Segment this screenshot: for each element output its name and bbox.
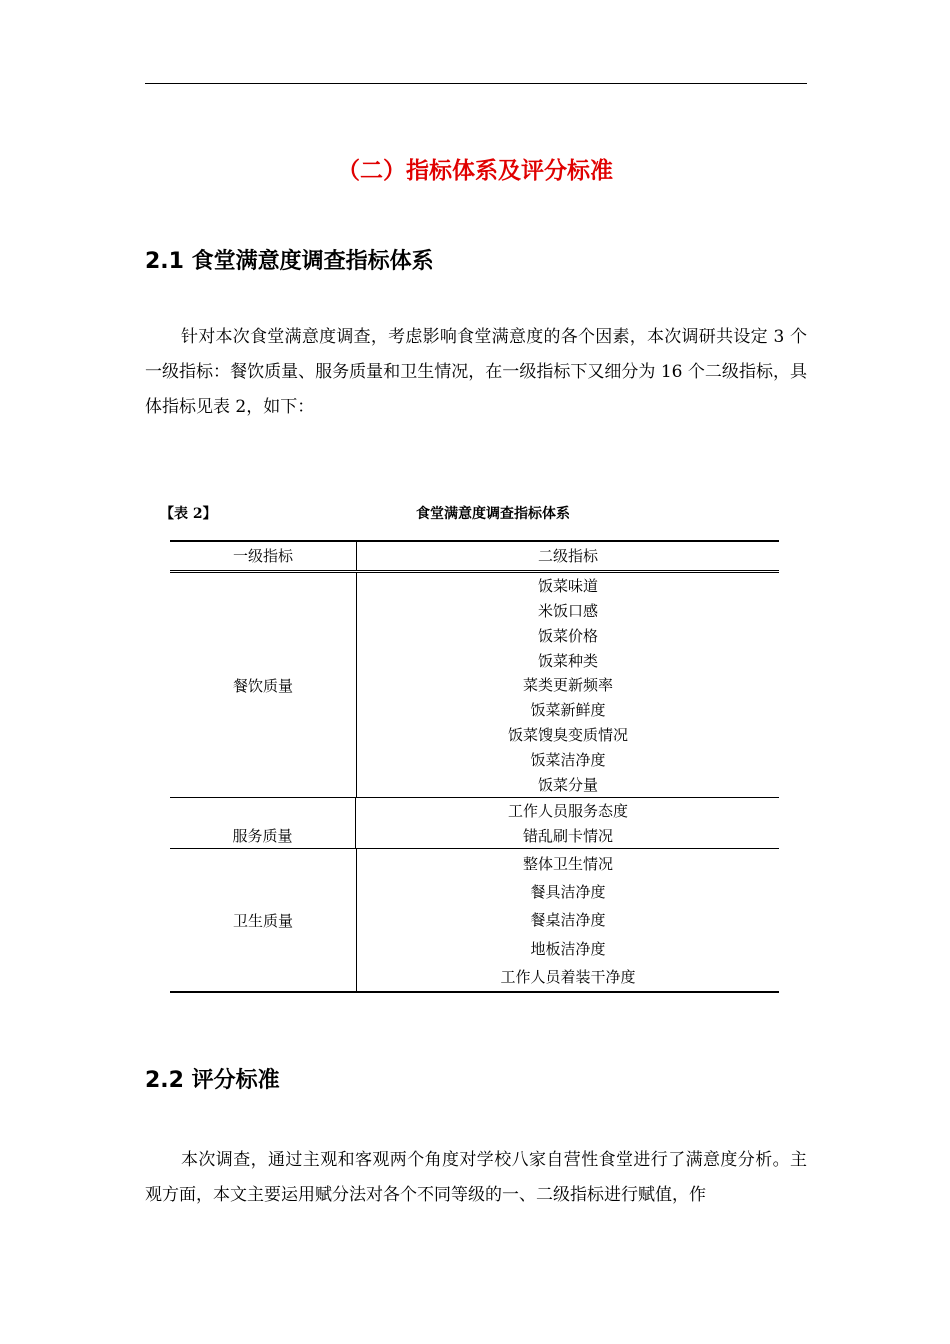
- table-item: 饭菜味道: [537, 576, 598, 595]
- table-item: 饭菜新鲜度: [530, 701, 606, 720]
- table-caption: 食堂满意度调查指标体系: [416, 506, 570, 522]
- table-item: 餐具洁净度: [530, 883, 606, 902]
- table-item: 饭菜价格: [537, 626, 598, 645]
- table-item: 饭菜种类: [537, 651, 598, 670]
- table-item: 工作人员服务态度: [507, 802, 628, 820]
- group-name: 餐饮质量: [170, 573, 357, 797]
- table-item: 米饭口感: [537, 601, 598, 620]
- heading-2-1: 2.1 食堂满意度调查指标体系: [145, 249, 434, 274]
- table-item: 整体卫生情况: [522, 854, 613, 873]
- table-item: 餐桌洁净度: [530, 911, 606, 930]
- table-header-level1: 一级指标: [170, 542, 357, 570]
- group-items: [357, 798, 779, 848]
- table-item: 饭菜洁净度: [530, 751, 606, 770]
- section-title: （二）指标体系及评分标准: [337, 158, 613, 184]
- paragraph-scoring: 本次调查，通过主观和客观两个角度对学校八家自营性食堂进行了满意度分析。主观方面，本文主要运用赋分法对各个不同等级的一、二级指标进行赋值，作: [145, 1150, 807, 1205]
- group-items: [357, 849, 779, 991]
- group-name: 卫生质量: [170, 849, 357, 991]
- table-item: 饭菜馊臭变质情况: [507, 726, 628, 745]
- table-item: 菜类更新频率: [522, 676, 613, 695]
- group-name: 服务质量: [170, 798, 356, 848]
- table-header-level2: 二级指标: [537, 547, 598, 565]
- table-group-catering: [170, 573, 779, 798]
- table-item: 错乱刷卡情况: [522, 827, 613, 845]
- table-label: 【表 2】: [160, 506, 217, 522]
- header-rule: [145, 83, 807, 84]
- table-group-hygiene: [170, 849, 779, 991]
- table-item: 工作人员着装干净度: [500, 968, 636, 987]
- indicator-table: [170, 540, 779, 993]
- group-items: [357, 573, 779, 797]
- table-header-row: [170, 542, 779, 573]
- table-group-service: [170, 798, 779, 849]
- table-item: 饭菜分量: [537, 775, 598, 794]
- paragraph-indicator-intro: 针对本次食堂满意度调查，考虑影响食堂满意度的各个因素，本次调研共设定 3 个一级指标：餐饮质量、服务质量和卫生情况，在一级指标下又细分为 16 个二级指标，具体指标见表 2，如下：: [145, 327, 807, 417]
- heading-2-2: 2.2 评分标准: [145, 1068, 280, 1093]
- table-item: 地板洁净度: [530, 939, 606, 958]
